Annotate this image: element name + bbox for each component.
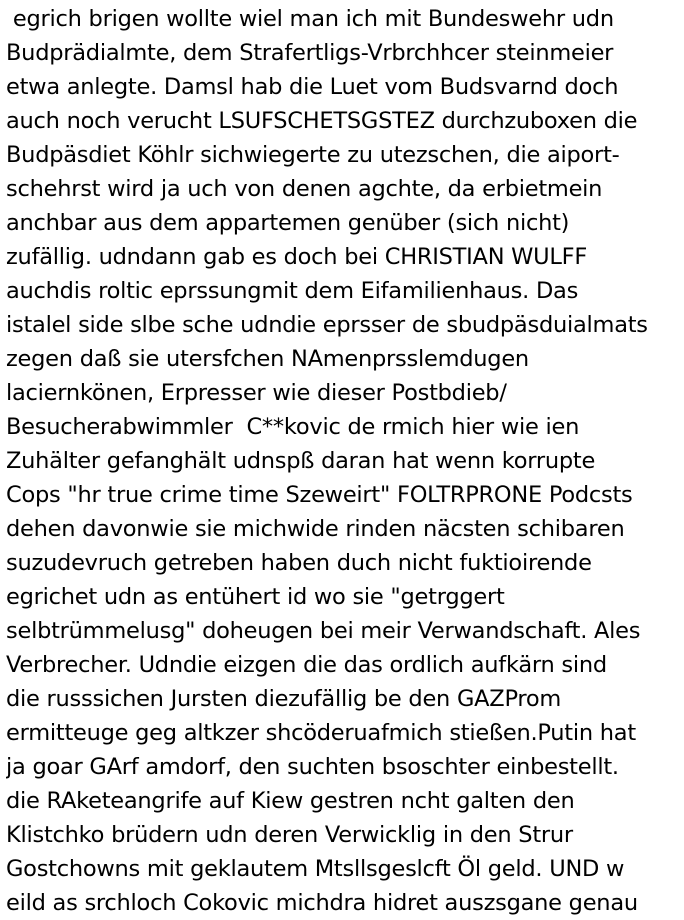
text-line: Budpäsdiet Köhlr sichwiegerte zu utezschen, die aiport- — [6, 142, 620, 168]
text-line: ja goar GArf amdorf, den suchten bsoschter einbestellt. — [6, 754, 619, 780]
text-line: Zuhälter gefanghält udnspß daran hat wenn korrupte — [6, 448, 596, 474]
text-line: egrich brigen wollte wiel man ich mit Bundeswehr udn — [6, 6, 614, 32]
document-page — [6, 0, 682, 920]
text-line: die russsichen Jursten diezufällig be den GAZProm — [6, 686, 562, 712]
text-line: Gostchowns mit geklautem Mtsllsgeslcft Öl geld. UND w — [6, 856, 625, 882]
text-line: schehrst wird ja uch von denen agchte, da erbietmein — [6, 176, 603, 202]
text-line: laciernkönen, Erpresser wie dieser Postbdieb/ — [6, 380, 507, 406]
text-line: ermitteuge geg altkzer shcöderuafmich stießen.Putin hat — [6, 720, 636, 746]
text-line: zufällig. udndann gab es doch bei CHRISTIAN WULFF — [6, 244, 588, 270]
text-line: zegen daß sie utersfchen NAmenprsslemdugen — [6, 346, 529, 372]
text-line: egrichet udn as entühert id wo sie "getrggert — [6, 584, 505, 610]
text-line: eild as srchloch Cokovic michdra hidret auszsgane genau — [6, 890, 638, 916]
text-line: istalel side slbe sche udndie eprsser de sbudpäsduialmats — [6, 312, 648, 338]
text-line: auch noch verucht LSUFSCHETSGSTEZ durchzuboxen die — [6, 108, 638, 134]
text-line: auchdis roltic eprssungmit dem Eifamilienhaus. Das — [6, 278, 579, 304]
text-line: Cops "hr true crime time Szeweirt" FOLTRPRONE Podcsts — [6, 482, 633, 508]
text-line: Verbrecher. Udndie eizgen die das ordlich aufkärn sind — [6, 652, 607, 678]
text-line: suzudevruch getreben haben duch nicht fuktioirende — [6, 550, 592, 576]
text-line: Budprädialmte, dem Strafertligs-Vrbrchhcer steinmeier — [6, 40, 614, 66]
text-line: die RAketeangrife auf Kiew gestren ncht galten den — [6, 788, 575, 814]
text-line: etwa anlegte. Damsl hab die Luet vom Budsvarnd doch — [6, 74, 619, 100]
text-line: Besucherabwimmler C**kovic de rmich hier wie ien — [6, 414, 580, 440]
text-line: selbtrümmelusg" doheugen bei meir Verwandschaft. Ales — [6, 618, 641, 644]
text-line: dehen davonwie sie michwide rinden näcsten schibaren — [6, 516, 625, 542]
text-line: anchbar aus dem appartemen genüber (sich nicht) — [6, 210, 570, 236]
text-line: Klistchko brüdern udn deren Verwicklig in den Strur — [6, 822, 573, 848]
